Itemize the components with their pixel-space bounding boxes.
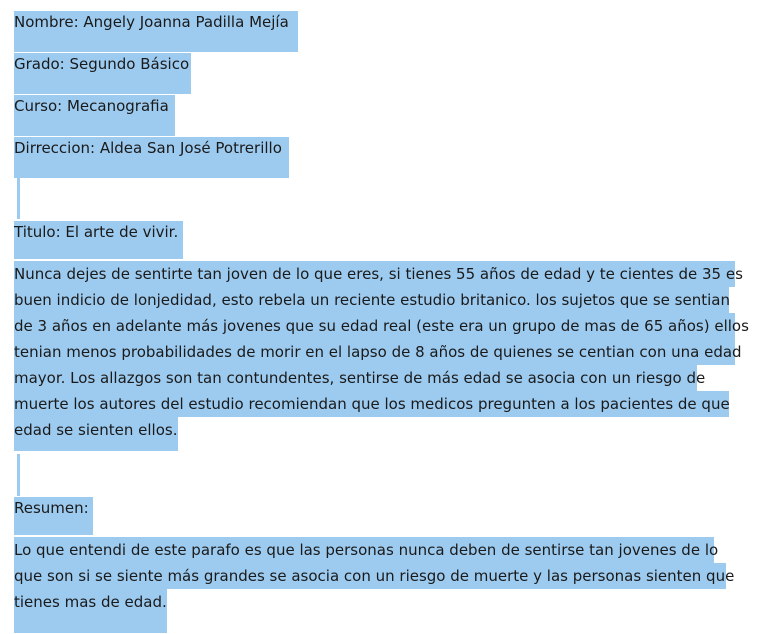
paragraph-line: de 3 años en adelante más jovenes que su edad real (este era un grupo de mas de 65 años) ellos [14, 313, 735, 339]
summary-heading-line [14, 497, 93, 519]
paragraph-line: mayor. Los allazgos son tan contundentes, sentirse de más edad se asocia con un riesgo de [14, 365, 735, 391]
summary-line: Lo que entendi de este parafo es que las personas nunca deben de sentirse tan jovenes de lo [14, 537, 726, 563]
empty-line-marker [17, 454, 20, 496]
grade-line [14, 53, 191, 75]
paragraph-line: edad se sienten ellos. [14, 417, 735, 443]
address-line [14, 137, 289, 159]
summary-line: que son si se siente más grandes se asocia con un riesgo de muerte y las personas sienten que [14, 563, 726, 589]
paragraph-line: tenian menos probabilidades de morir en el lapso de 8 años de quienes se centian con una edad [14, 339, 735, 365]
paragraph-line: Nunca dejes de sentirte tan joven de lo que eres, si tienes 55 años de edad y te cientes de 35 es [14, 261, 735, 287]
essay-title: Titulo: El arte de vivir. [14, 221, 183, 259]
summary-paragraph [14, 537, 735, 615]
summary-heading: Resumen: [14, 497, 93, 535]
student-name-line [14, 11, 298, 33]
grade: Grado: Segundo Básico [14, 53, 191, 94]
summary-line: tienes mas de edad. [14, 589, 726, 615]
empty-line-marker [17, 178, 20, 219]
paragraph-line: buen indicio de lonjedidad, esto rebela un reciente estudio britanico. los sujetos que se sentian [14, 287, 735, 313]
title-line [14, 221, 183, 243]
student-name: Nombre: Angely Joanna Padilla Mejía [14, 11, 298, 52]
paragraph-line: muerte los autores del estudio recomiendan que los medicos pregunten a los pacientes de que [14, 391, 735, 417]
course: Curso: Mecanografia [14, 95, 175, 136]
course-line [14, 95, 175, 117]
essay-paragraph [14, 261, 749, 443]
address: Dirreccion: Aldea San José Potrerillo [14, 137, 289, 178]
